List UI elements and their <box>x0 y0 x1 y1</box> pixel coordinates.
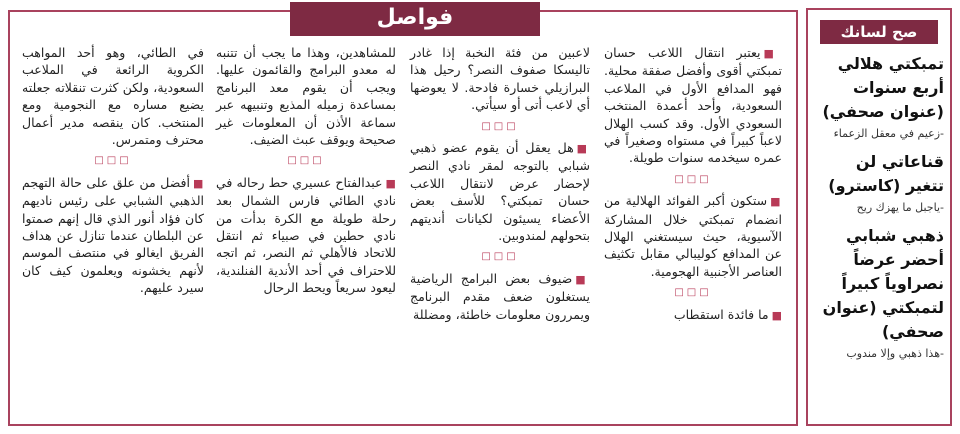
column-box <box>8 5 798 426</box>
sidebar-comment: - زعيم في معقل الزعماء <box>814 126 944 142</box>
paragraph: ■يعتبر انتقال اللاعب حسان تمبكتي أقوى وأفضل صفقة محلية. فهو المدافع الأول في الملاعب السعودية، وأحد أعمدة المنتخب السعودي الأول. وقد كسب الهلال لاعباً كبيراً في مستواه وصغيراً في عمره سيخدمه سنوات طويلة. <box>604 45 782 166</box>
text-column-1 <box>604 44 782 328</box>
bullet-icon: ■ <box>575 272 590 286</box>
sidebar-title: صح لسانك <box>820 20 938 44</box>
sidebar-comment: - ياجبل ما يهزك ريح <box>814 200 944 216</box>
separator: □□□ <box>674 173 712 185</box>
text-column-4 <box>22 44 204 301</box>
sidebar-headline: قناعاتي لن تتغير (كاسترو) <box>828 152 944 195</box>
bullet-icon: ■ <box>193 176 204 190</box>
section-title: فواصل <box>290 2 540 36</box>
paragraph: ■أفضل من علق على حالة التهجم الذهبي الشبابي على رئيس ناديهم كان فؤاد أنور الذي قال إنهم صمتوا عن البلطان عندما تنازل عن هداف الفريق ايغالو في منتصف الموسم لأنهم يخشونه ويعلمون كيف كان سيرد عليهم. <box>22 174 204 296</box>
separator: □□□ <box>481 251 519 263</box>
bullet-icon: ■ <box>385 176 396 190</box>
sidebar-box <box>806 8 952 426</box>
sidebar-comment: - هذا ذهبي وإلا مندوب <box>814 346 944 362</box>
paragraph: ■ستكون أكبر الفوائد الهلالية من انضمام تمبكتي خلال المشاركة الآسيوية، حيث سيستغني الهلال عن المدافع كوليبالي مقابل تكثيف العناصر الأجنبية الهجومية. <box>604 193 782 279</box>
paragraph: ■ضيوف بعض البرامج الرياضية يستغلون ضعف مقدم البرنامج ويمررون معلومات خاطئة، ومضللة <box>410 270 590 322</box>
separator: □□□ <box>94 155 132 167</box>
separator: □□□ <box>481 120 519 132</box>
sidebar-headline: تمبكتي هلالي أربع سنوات (عنوان صحفي) <box>822 54 944 121</box>
sidebar-item <box>814 224 944 362</box>
text-column-2 <box>410 44 590 327</box>
paragraph: لاعبين من فئة النخبة إذا غادر تاليسكا صفوف النصر؟ رحيل هذا البرازيلي خسارة فادحة. لا يعوضها أي لاعب أتى أو سيأتي. <box>410 45 590 113</box>
sidebar-item <box>814 150 944 216</box>
sidebar-headline: ذهبي شبابي أحضر عرضاً نصراوياً كبيراً لتمبكتي (عنوان صحفي) <box>822 226 944 341</box>
sidebar-item <box>814 52 944 142</box>
paragraph: للمشاهدين، وهذا ما يجب أن تتنبه له معدو البرامج والقائمون عليها. ويجب أن يقوم معد البرنامج بمساعدة زميله المذيع وتنبيهه عبر سماعة الأذن أن المعلومات غير صحيحة ويوقف عبث الضيف. <box>216 45 396 148</box>
paragraph: ■عبدالفتاح عسيري حط رحاله في نادي الطائي فارس الشمال بعد رحلة طويلة مع الكرة بدأت من نادي حطين في صبياء ثم انتقل للاتحاد فالأهلي ثم النصر، ثم اتجه للاحتراف في أحد الأندية الفنلندية، ليعود سريعاً ويحط الرحال <box>216 174 396 296</box>
paragraph: ■هل يعقل أن يقوم عضو ذهبي شبابي بالتوجه لمقر نادي النصر لإحضار عرض لانتقال اللاعب حسان تمبكتي؟ للأسف بعض الأعضاء يسيئون لكيانات أنديتهم بتحولهم لمندوبين. <box>410 140 590 244</box>
separator: □□□ <box>674 287 712 299</box>
separator: □□□ <box>287 155 325 167</box>
bullet-icon: ■ <box>771 308 782 322</box>
bullet-icon: ■ <box>763 47 782 60</box>
bullet-icon: ■ <box>576 142 590 156</box>
paragraph: في الطائي، وهو أحد المواهب الكروية الرائعة في الملاعب السعودية، ولكن كثرت تنقلاته جعلته يضيع مساره مع النجومية ومع المنتخب. كان ينقصه مدير أعمال محترف ومتمرس. <box>22 45 204 148</box>
text-column-3 <box>216 44 396 301</box>
paragraph: ■ما فائدة استقطاب <box>673 306 782 322</box>
bullet-icon: ■ <box>770 195 782 209</box>
